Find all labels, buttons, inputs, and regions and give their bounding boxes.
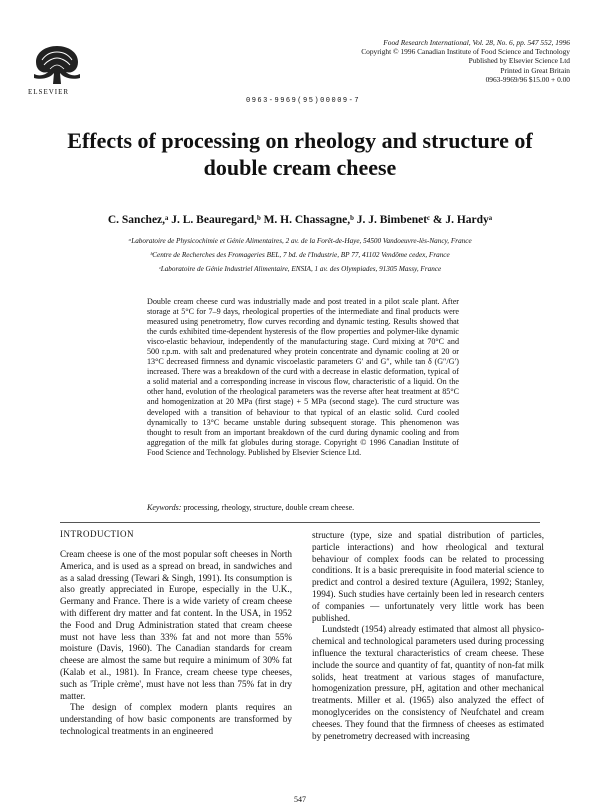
paragraph: structure (type, size and spatial distribution of particles, particle interactions) and how rheological and textural behaviour of complex foods can be related to processing conditions. It is a basic prerequisite in food material science to predict and control a desired texture (Aguilera, 1992; Stanley, 1994). Such studies have certainly been led in research centers of companies — unfortunately very little work has been published.	[312, 530, 544, 623]
journal-info	[270, 38, 570, 84]
publisher-name: ELSEVIER	[28, 88, 70, 96]
affiliation-b: ᵇCentre de Recherches des Fromageries BEL, 7 bd. de l'Industrie, BP 77, 41102 Vendôme cedex, France	[150, 251, 450, 259]
paragraph: The design of complex modern plants requires an understanding of how basic components are transformed by technological treatments in an engineered	[60, 702, 292, 736]
left-column	[60, 549, 292, 738]
abstract: Double cream cheese curd was industrially made and post treated in a pilot scale plant. After storage at 5°C for 7–9 days, rheological properties of the intermediate and final products were measured using penetrometry, flow curves recording and dynamic testing. Results showed that the curds exhibited time-dependent hysteresis of the flow properties and polymer-like dynamic visco-elastic behaviour, independently of the manufacturing stage. Curd mixing at 70°C and 500 r.p.m. with salt and predenatured whey protein concentrate and dynamic cooling at 20 or 13°C decreased firmness and dynamic viscoelastic parameters G′ and G″, while tan δ (G″/G′) increased. There was a breakdown of the curd with a decrease in elastic deformation, typical of a solid material and a corresponding increase in viscous flow, characteristic of a liquid. On the other hand, evolution of the rheological parameters was the reverse after heat treatment at 85°C and homogenization at 20 MPa (first stage) + 5 MPa (second stage). The curd structure was developed with a transition of behaviour to that typical of an elastic solid. Curd cooled dynamically to 13°C became unstable during subsequent storage. This phenomenon was thought to result from an important breakdown of the curd during dynamic cooling and from aggregation of the milk fat globules during storage. Copyright © 1996 Canadian Institute of Food Science and Technology. Published by Elsevier Science Ltd.	[147, 297, 459, 457]
copyright-line: Copyright © 1996 Canadian Institute of Food Science and Technology	[361, 47, 570, 57]
journal-line: Food Research International, Vol. 28, No. 6, pp. 547 552, 1996	[383, 38, 570, 47]
affiliation-c: ᶜLaboratoire de Génie Industriel Alimentaire, ENSIA, 1 av. des Olympiades, 91305 Massy, France	[158, 265, 442, 273]
keywords-text: processing, rheology, structure, double cream cheese.	[183, 503, 355, 512]
section-heading-introduction: INTRODUCTION	[60, 529, 134, 539]
elsevier-logo	[28, 42, 90, 96]
paragraph: Lundstedt (1954) already estimated that almost all physico-chemical and technological parameters used during processing influence the textural characteristics of cream cheese. These include the source and quantity of fat, quantity of non-fat milk solids, heat treatment at various stages of manufacture, homogenization pressure, pH, agitation and other mechanical treatments. Miller et al. (1965) also analyzed the effect of monoglycerides on the consistency of Neufchatel and cream cheeses. They found that the firmness of cheeses as estimated by penetrometry decreased with increasing	[312, 624, 544, 741]
author-list: C. Sanchez,ᵃ J. L. Beauregard,ᵇ M. H. Chassagne,ᵇ J. J. Bimbenetᶜ & J. Hardyᵃ	[107, 214, 493, 226]
right-column	[312, 530, 544, 742]
keywords-label: Keywords:	[147, 503, 182, 512]
keywords	[147, 503, 459, 512]
article-code: 0963-9969(95)00009-7	[246, 97, 361, 105]
affiliation-a: ᵃLaboratoire de Physicochimie et Génie Alimentaires, 2 av. de la Forêt-de-Haye, 54500 Vandoeuvre-lès-Nancy, France	[128, 237, 472, 245]
price-line: 0963-9969/96 $15.00 + 0.00	[485, 74, 570, 84]
paragraph: Cream cheese is one of the most popular soft cheeses in North America, and is used as a spread on bread, in sandwiches and as a salad dressing (Tewari & Singh, 1991). Its consumption is also greatly appreciated in Europe, especially in the U.K., Germany and France. There is a wide variety of cream cheese with different dry matter and fat content. In the USA, in 1952 the Food and Drug Administration stated that cream cheese must not have less than 33% fat and not more than 55% moisture (Davis, 1960). The Canadian standards for cream cheese are almost the same but require a minimum of 30% fat (Kalab et al., 1981). In France, cream cheese type cheeses, such as 'Triple crème', must have not less than 75% fat in dry matter.	[60, 549, 292, 701]
printed-line: Printed in Great Britain	[500, 65, 570, 75]
paper-title: Effects of processing on rheology and structure of double cream cheese	[67, 128, 533, 180]
section-divider	[60, 522, 540, 523]
published-line: Published by Elsevier Science Ltd	[468, 56, 570, 66]
page-number: 547	[294, 795, 306, 804]
elsevier-tree-icon	[28, 42, 86, 86]
